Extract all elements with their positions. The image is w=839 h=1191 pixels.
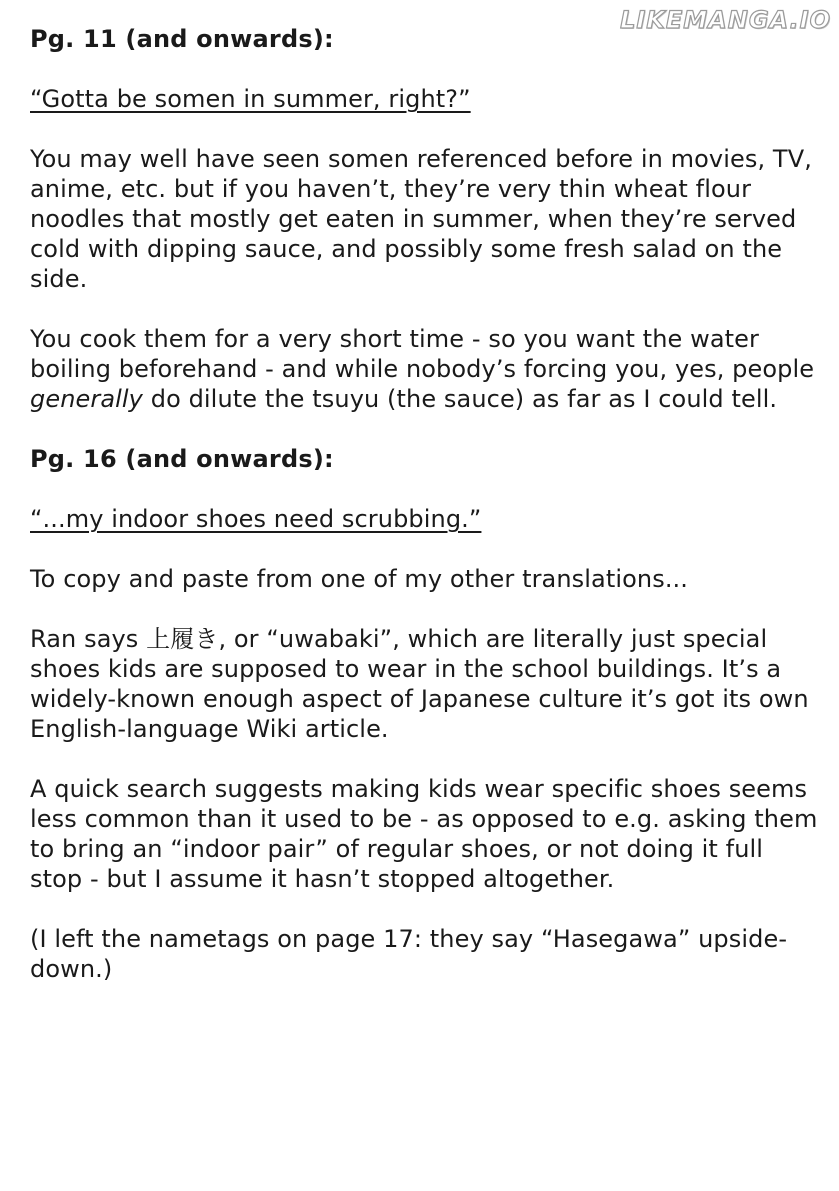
quoted-line-indoor-shoes: “...my indoor shoes need scrubbing.” <box>30 505 482 533</box>
note-paragraph-somen: You may well have seen somen referenced before in movies, TV, anime, etc. but if you haven’t, they’re very thin wheat flour noodles that mostly get eaten in summer, when they’re served cold with dipping sauce, and possibly some fresh salad on the side. <box>30 145 812 293</box>
note-text: do dilute the tsuyu (the sauce) as far as I could tell. <box>143 385 778 413</box>
section-heading-pg-16: Pg. 16 (and onwards): <box>30 445 334 473</box>
note-paragraph-nametags: (I left the nametags on page 17: they say “Hasegawa” upside-down.) <box>30 925 788 983</box>
site-watermark: LIKEMANGA.IO <box>620 6 831 34</box>
quoted-line-somen: “Gotta be somen in summer, right?” <box>30 85 471 113</box>
section-heading-pg-11: Pg. 11 (and onwards): <box>30 25 334 53</box>
emphasized-word: generally <box>30 385 143 413</box>
note-paragraph-search: A quick search suggests making kids wear specific shoes seems less common than it used to be - as opposed to e.g. asking them to bring an “indoor pair” of regular shoes, or not doing it full stop - but I assume it hasn’t stopped altogether. <box>30 775 818 893</box>
note-paragraph-uwabaki: Ran says 上履き, or “uwabaki”, which are literally just special shoes kids are supposed to wear in the school buildings. It’s a widely-known enough aspect of Japanese culture it’s got its own English-language Wiki article. <box>30 625 809 743</box>
note-text: You cook them for a very short time - so you want the water boiling beforehand - and while nobody’s forcing you, yes, people <box>30 325 815 383</box>
translation-notes <box>30 24 820 1014</box>
note-paragraph-cooking <box>30 324 820 414</box>
note-paragraph-copy-paste: To copy and paste from one of my other translations... <box>30 565 689 593</box>
